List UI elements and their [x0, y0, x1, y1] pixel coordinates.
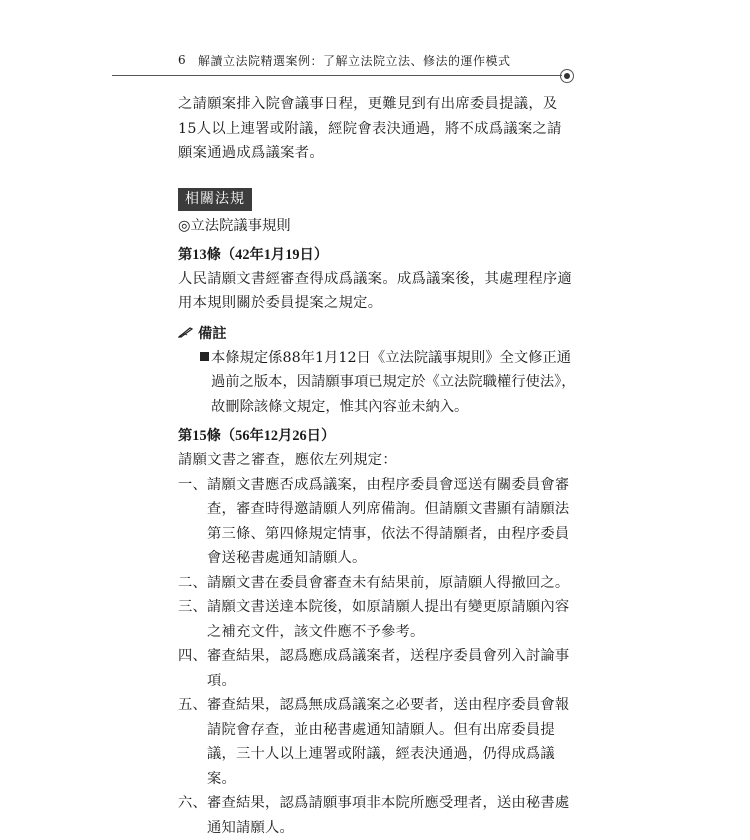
intro-paragraph: 之請願案排入院會議事日程，更難見到有出席委員提議，及15人以上連署或附議，經院會表決通過，將不成爲議案之請願案通過成爲議案者。	[178, 96, 562, 161]
article-15-lead: 請願文書之審查，應依左列規定：	[178, 452, 397, 468]
list-item	[178, 693, 576, 791]
note-heading	[178, 322, 576, 346]
article-13-body: 人民請願文書經審查得成爲議案。成爲議案後，其處理程序適用本規則關於委員提案之規定。	[178, 270, 573, 311]
list-item-number: 五、	[178, 697, 207, 713]
page-number: 6	[178, 53, 186, 67]
list-item-text: 請願文書應否成爲議案，由程序委員會逕送有關委員會審查，審查時得邀請願人列席備詢。但請願文書顯有請願法第三條、第四條規定情事，依法不得請願者，由程序委員會送秘書處通知請願人。	[207, 476, 570, 566]
list-item-text: 審查結果，認爲無成爲議案之必要者，送由程序委員會報請院會存查，並由秘書處通知請願人。但有出席委員提議，三十人以上連署或附議，經表決通過，仍得成爲議案。	[207, 697, 570, 787]
header-rule	[112, 75, 562, 76]
list-item	[178, 473, 576, 571]
square-bullet-icon	[200, 352, 209, 361]
list-item	[178, 571, 576, 596]
page-body	[178, 92, 576, 840]
note-label: 備註	[198, 325, 227, 342]
list-item-number: 三、	[178, 599, 207, 615]
list-item-text: 請願文書在委員會審查未有結果前，原請願人得撤回之。	[207, 574, 570, 591]
writing-pen-icon	[178, 322, 198, 346]
article-13-heading: 第13條（42年1月19日）	[178, 246, 329, 263]
ornament-circle-icon	[560, 69, 574, 83]
list-item-text: 請願文書送達本院後，如原請願人提出有變更原請願內容之補充文件，該文件應不予參考。	[207, 599, 570, 640]
note-text: 本條規定係88年1月12日《立法院議事規則》全文修正通過前之版本，因請願事項已規定於《立法院職權行使法》，故刪除該條文規定，惟其內容並未納入。	[211, 349, 576, 415]
regulation-title: ◎立法院議事規則	[178, 217, 291, 234]
list-item-number: 四、	[178, 648, 207, 664]
section-tag: 相關法規	[178, 188, 252, 211]
list-item	[178, 791, 576, 840]
article-15-heading: 第15條（56年12月26日）	[178, 428, 336, 444]
list-item-number: 一、	[178, 476, 207, 493]
list-item-number: 六、	[178, 795, 207, 811]
list-item-text: 審查結果，認爲應成爲議案者，送程序委員會列入討論事項。	[207, 648, 570, 689]
book-title: 解讀立法院精選案例：了解立法院立法、修法的運作模式	[198, 54, 511, 68]
list-item	[178, 644, 576, 693]
list-item-number: 二、	[178, 574, 207, 591]
note-item	[200, 346, 576, 420]
running-header	[0, 48, 750, 84]
list-item	[178, 595, 576, 644]
list-item-text: 審查結果，認爲請願事項非本院所應受理者，送由秘書處通知請願人。	[207, 795, 570, 836]
